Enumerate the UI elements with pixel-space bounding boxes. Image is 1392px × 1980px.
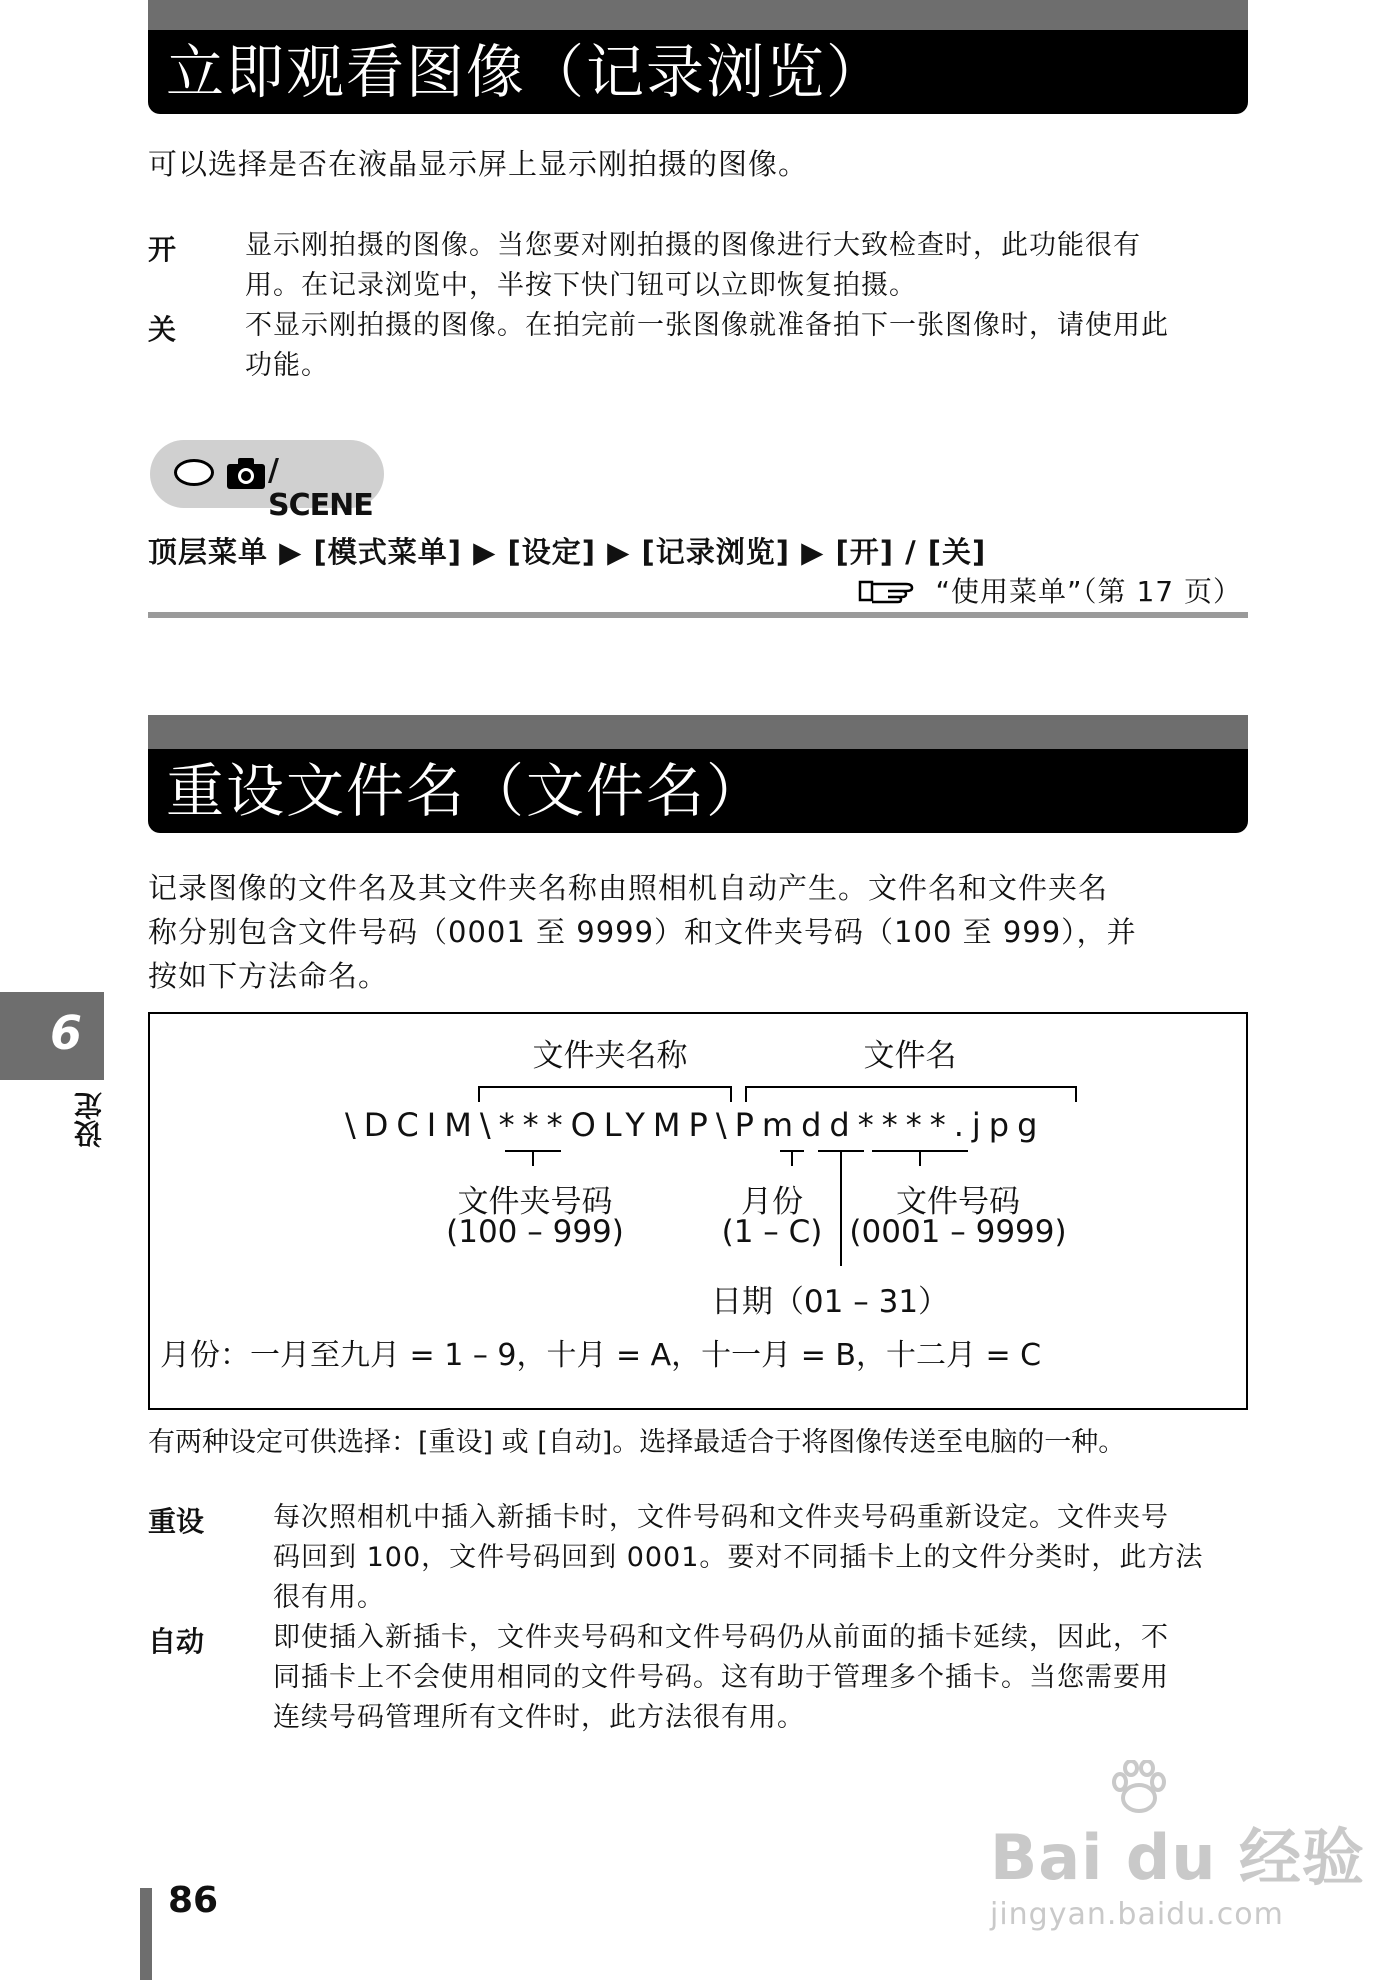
month-label: 月份 xyxy=(741,1184,803,1220)
baidu-watermark xyxy=(990,1772,1365,1932)
option-auto-line: 同插卡上不会使用相同的文件号码。这有助于管理多个插卡。当您需要用 xyxy=(273,1662,1169,1693)
option-auto-desc xyxy=(273,1618,1169,1738)
month-range: (1 – C) xyxy=(721,1214,823,1250)
pointing-hand-icon xyxy=(858,576,914,611)
section2-intro xyxy=(148,866,1137,998)
section2-title: 重设文件名（文件名） xyxy=(148,749,1248,833)
reference-text: “使用菜单”（第 17 页） xyxy=(935,575,1242,608)
option-auto-term: 自动 xyxy=(148,1625,205,1658)
file-number-label: 文件号码 xyxy=(896,1184,1020,1220)
option-on-line: 显示刚拍摄的图像。当您要对刚拍摄的图像进行大致检查时，此功能很有 xyxy=(245,230,1141,261)
folder-name-bracket-left xyxy=(478,1086,480,1102)
mode-indicator xyxy=(150,440,384,523)
section1-header-bar xyxy=(148,0,1248,30)
page-number-bar xyxy=(140,1888,152,1980)
option-on-term: 开 xyxy=(148,233,177,266)
section1-title: 立即观看图像（记录浏览） xyxy=(148,30,1248,114)
folder-number-label: 文件夹号码 xyxy=(457,1184,613,1220)
option-reset-line: 很有用。 xyxy=(273,1582,385,1613)
watermark-url: jingyan.baidu.com xyxy=(990,1897,1284,1932)
reference-line xyxy=(858,570,1242,611)
file-number-stem xyxy=(919,1150,921,1166)
option-off-line: 不显示刚拍摄的图像。在拍完前一张图像就准备拍下一张图像时，请使用此 xyxy=(245,310,1169,341)
section2-intro-line: 记录图像的文件名及其文件夹名称由照相机自动产生。文件名和文件夹名 xyxy=(148,871,1109,905)
watermark-brand: Bai du 经验 xyxy=(990,1821,1366,1894)
folder-name-bracket-right xyxy=(730,1086,732,1102)
option-on-desc xyxy=(245,226,1141,306)
option-reset-desc xyxy=(273,1498,1203,1618)
option-reset-line: 每次照相机中插入新插卡时，文件号码和文件夹号码重新设定。文件夹号 xyxy=(273,1502,1169,1533)
paw-icon xyxy=(1108,1760,1170,1820)
folder-name-label: 文件夹名称 xyxy=(532,1038,688,1074)
chapter-label: 设定 xyxy=(73,1092,106,1148)
page-number: 86 xyxy=(168,1880,219,1921)
file-name-label: 文件名 xyxy=(863,1038,957,1074)
option-reset-line: 码回到 100，文件号码回到 0001。要对不同插卡上的文件分类时，此方法 xyxy=(273,1542,1204,1573)
scene-label: / SCENE xyxy=(268,453,373,523)
month-note: 月份：一月至九月 = 1 – 9，十月 = A，十一月 = B，十二月 = C xyxy=(160,1338,1042,1373)
mode-oval-icon xyxy=(174,459,214,486)
month-stem xyxy=(791,1150,793,1166)
folder-number-stem xyxy=(532,1150,534,1166)
camera-icon xyxy=(226,456,266,494)
option-auto-line: 即使插入新插卡，文件夹号码和文件号码仍从前面的插卡延续，因此，不 xyxy=(273,1622,1169,1653)
section1-intro: 可以选择是否在液晶显示屏上显示刚拍摄的图像。 xyxy=(148,147,809,181)
chapter-number: 6 xyxy=(49,1006,82,1060)
file-name-bracket-left xyxy=(745,1086,747,1102)
option-off-term: 关 xyxy=(148,313,177,346)
option-auto-line: 连续号码管理所有文件时，此方法很有用。 xyxy=(273,1702,805,1733)
section2-header-bar xyxy=(148,715,1248,749)
folder-name-bracket xyxy=(478,1086,732,1088)
file-name-bracket xyxy=(745,1086,1077,1088)
filename-path: \DCIM\***OLYMP\Pmdd****.jpg xyxy=(345,1106,1046,1144)
date-stem xyxy=(840,1150,842,1266)
option-reset-term: 重设 xyxy=(148,1505,205,1538)
folder-number-range: (100 – 999) xyxy=(446,1214,624,1250)
section2-intro-line: 称分别包含文件号码（0001 至 9999）和文件夹号码（100 至 999），并 xyxy=(148,915,1137,949)
section1-divider xyxy=(148,612,1248,618)
option-off-line: 功能。 xyxy=(245,350,329,381)
menu-path: 顶层菜单 ▶ [模式菜单] ▶ [设定] ▶ [记录浏览] ▶ [开] / [关] xyxy=(148,535,987,569)
settings-intro: 有两种设定可供选择：[重设] 或 [自动]。选择最适合于将图像传送至电脑的一种。 xyxy=(148,1427,1126,1458)
option-off-desc xyxy=(245,306,1169,386)
section2-intro-line: 按如下方法命名。 xyxy=(148,959,389,993)
chapter-tab xyxy=(0,992,104,1080)
date-label: 日期（01 – 31） xyxy=(710,1284,950,1320)
option-on-line: 用。在记录浏览中，半按下快门钮可以立即恢复拍摄。 xyxy=(245,270,917,301)
file-number-range: (0001 – 9999) xyxy=(849,1214,1067,1250)
file-name-bracket-right xyxy=(1075,1086,1077,1102)
